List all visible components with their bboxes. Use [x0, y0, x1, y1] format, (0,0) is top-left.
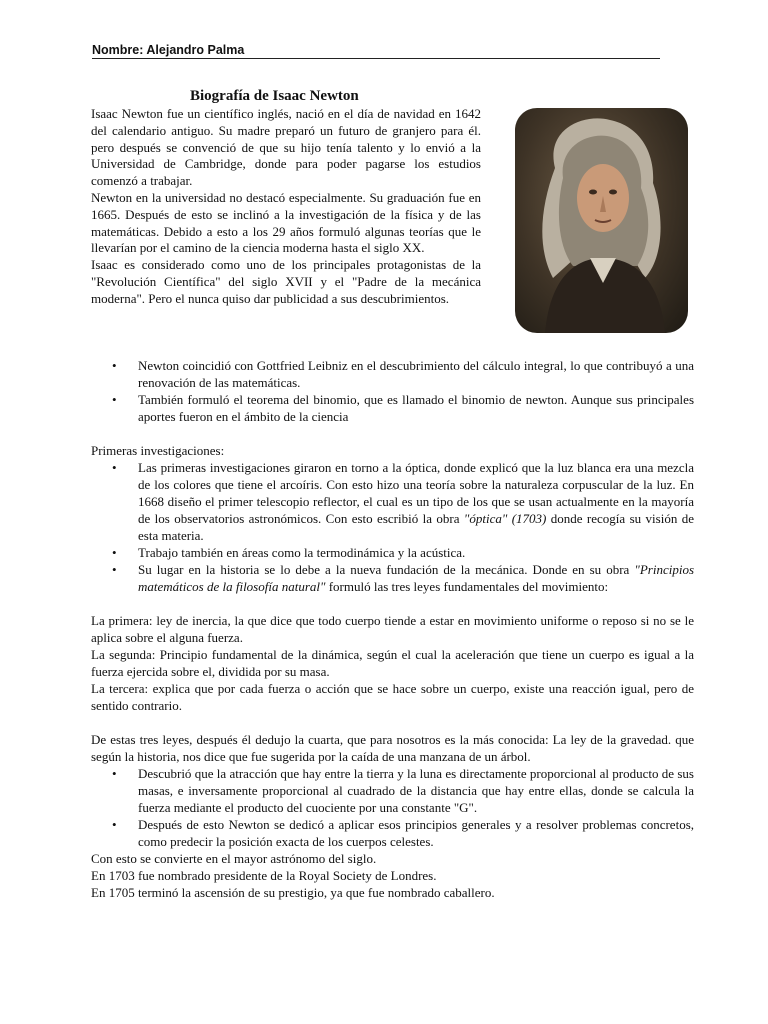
- page-title: Biografía de Isaac Newton: [190, 88, 359, 104]
- newton-portrait: [515, 108, 688, 333]
- newton-portrait-image: [515, 108, 688, 333]
- fourth-law-paragraph: De estas tres leyes, después él dedujo la cuarta, que para nosotros es la más conocida: La ley de la gravedad. que según la historia, nos dice que fue sugerida por la caída de una manzana de un árbol.: [91, 732, 694, 764]
- intro-paragraph: Isaac es considerado como uno de los principales protagonistas de la "Revolución Científica" del siglo XVII y el "Padre de la mecánica moderna". Pero el nunca quiso dar publicidad a sus descubrimientos.: [91, 257, 481, 306]
- name-line: Nombre: Alejandro Palma: [92, 42, 660, 59]
- list-item: • Después de esto Newton se dedicó a aplicar esos principios generales y a resolver problemas concretos, como predecir la posición exacta de los cuerpos celestes.: [138, 816, 694, 850]
- list-item: • También formuló el teorema del binomio, que es llamado el binomio de newton. Aunque sus principales aportes fueron en el ámbito de la ciencia: [138, 391, 694, 425]
- bullet-list: [91, 357, 694, 425]
- law-paragraph: La tercera: explica que por cada fuerza o acción que se hace sobre un cuerpo, existe una reacción igual, pero de sentido contrario.: [91, 681, 694, 713]
- list-item: • Newton coincidió con Gottfried Leibniz en el descubrimiento del cálculo integral, lo que contribuyó a una renovación de las matemáticas.: [138, 357, 694, 391]
- bullet-list: [91, 765, 694, 850]
- main-content: [91, 357, 694, 901]
- section-heading: Primeras investigaciones:: [91, 443, 225, 458]
- list-item: • Trabajo también en áreas como la termodinámica y la acústica.: [138, 544, 694, 561]
- closing-line: En 1703 fue nombrado presidente de la Royal Society de Londres.: [91, 868, 437, 883]
- intro-text: [91, 106, 481, 308]
- intro-paragraph: Newton en la universidad no destacó especialmente. Su graduación fue en 1665. Después de esto se inclinó a la investigación de la física y de las matemáticas. Debido a esto a los 29 años formuló algunas teorías que le llevarían por el camino de la ciencia moderna hasta el siglo XX.: [91, 189, 481, 256]
- list-item: • Descubrió que la atracción que hay entre la tierra y la luna es directamente proporcional al producto de sus masas, e inversamente proporcional al cuadrado de la distancia que hay entre ellas, donde se calcula la fuerza mediante el producto del cuociente por una constante "G".: [138, 765, 694, 816]
- list-item: • Su lugar en la historia se lo debe a la nueva fundación de la mecánica. Donde en su obra "Principios matemáticos de la filosofía natural" formuló las tres leyes fundamentales del movimiento:: [138, 561, 694, 595]
- closing-line: Con esto se convierte en el mayor astrónomo del siglo.: [91, 851, 377, 866]
- law-paragraph: La primera: ley de inercia, la que dice que todo cuerpo tiende a estar en movimiento uniforme o reposo si no se le aplica sobre el alguna fuerza.: [91, 613, 694, 645]
- closing-line: En 1705 terminó la ascensión de su prestigio, ya que fue nombrado caballero.: [91, 885, 495, 900]
- intro-paragraph: Isaac Newton fue un científico inglés, nació en el día de navidad en 1642 del calendario antiguo. Su madre preparó un futuro de granjero para él. pero después se convenció de que su hijo tenía talento y lo envió a la Universidad de Cambridge, donde para poder pagarse los estudios comenzó a trabajar.: [91, 106, 481, 189]
- bullet-list: [91, 459, 694, 595]
- list-item: • Las primeras investigaciones giraron en torno a la óptica, donde explicó que la luz blanca era una mezcla de los colores que tiene el arcoíris. Con esto hizo una teoría sobre la naturaleza corpuscular de la luz. En 1668 diseño el primer telescopio reflector, el cual es un tipo de los que se usan actualmente en la mayoría de los observatorios astronómicos. Con esto escribió la obra "óptica" (1703) donde recogía su visión de esta materia.: [138, 459, 694, 544]
- law-paragraph: La segunda: Principio fundamental de la dinámica, según el cual la aceleración que tiene un cuerpo es igual a la fuerza ejercida sobre el, dividida por su masa.: [91, 647, 694, 679]
